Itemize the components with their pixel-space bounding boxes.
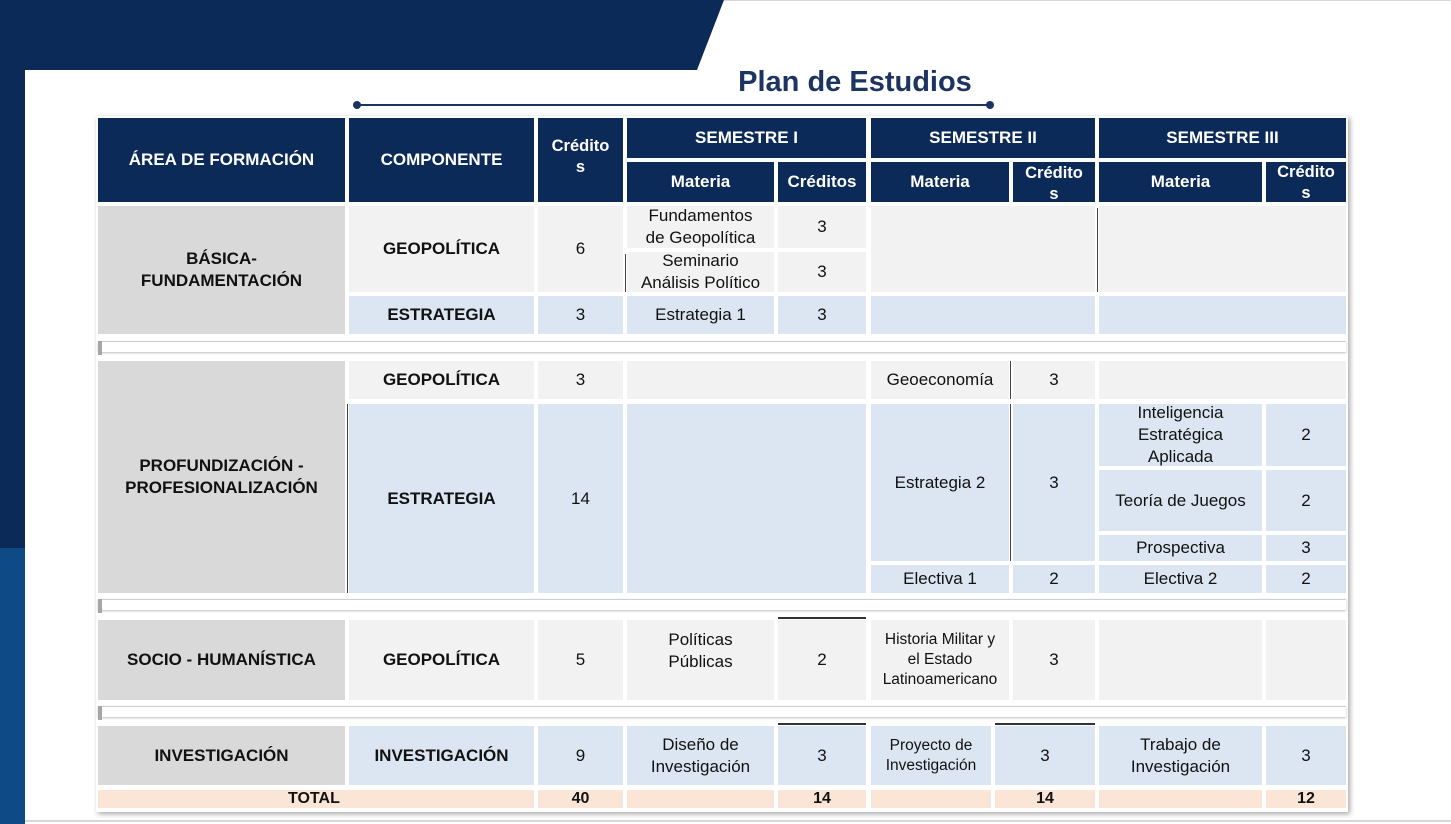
- s1-profundizacion-geopolitica-empty: [627, 361, 866, 399]
- total-s3-materia-empty: [1099, 790, 1262, 808]
- creditos-estrategia-2: 3: [1013, 404, 1095, 561]
- s3-profundizacion-geopolitica-empty: [1099, 361, 1346, 399]
- creditos-profundizacion-estrategia: 14: [538, 404, 623, 593]
- section-separator: [98, 341, 1346, 352]
- total-s2-materia-empty: [871, 790, 991, 808]
- materia-prospectiva: Prospectiva: [1099, 535, 1262, 561]
- creditos-historia-militar: 3: [1013, 620, 1095, 700]
- materia-estrategia-2: Estrategia 2: [871, 404, 1009, 561]
- materia-seminario-analisis-politico: Seminario Análisis Político: [627, 252, 774, 292]
- creditos-electiva-2: 2: [1266, 565, 1346, 593]
- materia-teoria-de-juegos: Teoría de Juegos: [1099, 470, 1262, 531]
- title-underline: [357, 104, 990, 106]
- bottom-border-line: [25, 820, 1451, 822]
- area-socio-humanistica: SOCIO - HUMANÍSTICA: [98, 620, 345, 700]
- total-label: TOTAL: [98, 790, 534, 808]
- section-separator-mark: [98, 341, 102, 355]
- creditos-trabajo-de-investigacion: 3: [1266, 726, 1346, 785]
- title-underline-dot-right: [986, 101, 994, 109]
- header-s3-creditos: Crédito s: [1266, 162, 1346, 202]
- s3-socio-materia-empty: [1099, 620, 1262, 700]
- creditos-socio-geopolitica: 5: [538, 620, 623, 700]
- materia-historia-militar: Historia Militar y el Estado Latinoamericano: [871, 620, 1009, 700]
- componente-profundizacion-estrategia: ESTRATEGIA: [349, 404, 534, 593]
- s2-basica-estrategia-empty: [871, 296, 1095, 334]
- componente-socio-geopolitica: GEOPOLÍTICA: [349, 620, 534, 700]
- cell-divider: [1010, 361, 1011, 399]
- left-accent-bar: [0, 70, 25, 548]
- left-accent-bar-lower: [0, 548, 25, 824]
- materia-fundamentos-geopolitica: Fundamentos de Geopolítica: [627, 206, 774, 248]
- s1-profundizacion-estrategia-empty: [627, 404, 866, 593]
- materia-electiva-2: Electiva 2: [1099, 565, 1262, 593]
- header-area: ÁREA DE FORMACIÓN: [98, 118, 345, 202]
- materia-electiva-1: Electiva 1: [871, 565, 1009, 593]
- materia-estrategia-1: Estrategia 1: [627, 296, 774, 334]
- materia-politicas-publicas: Políticas Públicas: [627, 620, 774, 700]
- total-s1-materia-empty: [627, 790, 774, 808]
- section-separator-mark: [98, 599, 102, 613]
- area-profundizacion: PROFUNDIZACIÓN - PROFESIONALIZACIÓN: [98, 361, 345, 593]
- header-componente: COMPONENTE: [349, 118, 534, 202]
- header-creditos: Crédito s: [538, 118, 623, 202]
- slide-title: Plan de Estudios: [738, 66, 972, 98]
- cell-divider: [347, 404, 348, 593]
- header-s1-creditos: Créditos: [778, 162, 866, 202]
- total-semestre-1: 14: [778, 790, 866, 808]
- top-border-line: [724, 0, 1451, 1]
- section-separator-mark: [98, 706, 102, 720]
- materia-proyecto-de-investigacion: Proyecto de Investigación: [871, 726, 991, 785]
- section-separator: [98, 599, 1346, 610]
- header-s3-materia: Materia: [1099, 162, 1262, 202]
- materia-inteligencia-estrategica: Inteligencia Estratégica Aplicada: [1099, 404, 1262, 466]
- materia-diseno-de-investigacion: Diseño de Investigación: [627, 726, 774, 785]
- creditos-seminario-analisis-politico: 3: [778, 252, 866, 292]
- creditos-estrategia-1: 3: [778, 296, 866, 334]
- header-banner: [0, 0, 724, 70]
- creditos-proyecto-de-investigacion: 3: [995, 726, 1095, 785]
- componente-basica-estrategia: ESTRATEGIA: [349, 296, 534, 334]
- header-s2-creditos: Crédito s: [1013, 162, 1095, 202]
- creditos-basica-estrategia: 3: [538, 296, 623, 334]
- area-basica: BÁSICA- FUNDAMENTACIÓN: [98, 206, 345, 334]
- creditos-investigacion: 9: [538, 726, 623, 785]
- section-separator: [98, 706, 1346, 717]
- total-creditos: 40: [538, 790, 623, 808]
- s3-basica-estrategia-empty: [1099, 296, 1346, 334]
- creditos-profundizacion-geopolitica: 3: [538, 361, 623, 399]
- creditos-politicas-publicas: 2: [778, 620, 866, 700]
- creditos-inteligencia-estrategica: 2: [1266, 404, 1346, 466]
- cell-divider: [778, 617, 866, 619]
- creditos-diseno-de-investigacion: 3: [778, 726, 866, 785]
- cell-divider: [1010, 404, 1011, 561]
- s3-socio-creditos-empty: [1266, 620, 1346, 700]
- area-investigacion: INVESTIGACIÓN: [98, 726, 345, 785]
- componente-profundizacion-geopolitica: GEOPOLÍTICA: [349, 361, 534, 399]
- header-semestre-3: SEMESTRE III: [1099, 118, 1346, 158]
- s3-basica-geopolitica-empty: [1099, 206, 1346, 292]
- creditos-prospectiva: 3: [1266, 535, 1346, 561]
- creditos-electiva-1: 2: [1013, 565, 1095, 593]
- cell-divider: [778, 723, 866, 725]
- creditos-basica-geopolitica: 6: [538, 206, 623, 292]
- creditos-geoeconomia: 3: [1013, 361, 1095, 399]
- componente-basica-geopolitica: GEOPOLÍTICA: [349, 206, 534, 292]
- materia-geoeconomia: Geoeconomía: [871, 361, 1009, 399]
- header-s2-materia: Materia: [871, 162, 1009, 202]
- cell-divider: [995, 723, 1095, 725]
- creditos-teoria-de-juegos: 2: [1266, 470, 1346, 531]
- header-semestre-1: SEMESTRE I: [627, 118, 866, 158]
- title-underline-dot-left: [353, 101, 361, 109]
- total-semestre-2: 14: [995, 790, 1095, 808]
- total-semestre-3: 12: [1266, 790, 1346, 808]
- cell-divider: [625, 254, 626, 292]
- header-semestre-2: SEMESTRE II: [871, 118, 1095, 158]
- materia-trabajo-de-investigacion: Trabajo de Investigación: [1099, 726, 1262, 785]
- cell-divider: [1097, 208, 1098, 292]
- creditos-fundamentos-geopolitica: 3: [778, 206, 866, 248]
- header-s1-materia: Materia: [627, 162, 774, 202]
- componente-investigacion: INVESTIGACIÓN: [349, 726, 534, 785]
- s2-basica-geopolitica-empty: [871, 206, 1095, 292]
